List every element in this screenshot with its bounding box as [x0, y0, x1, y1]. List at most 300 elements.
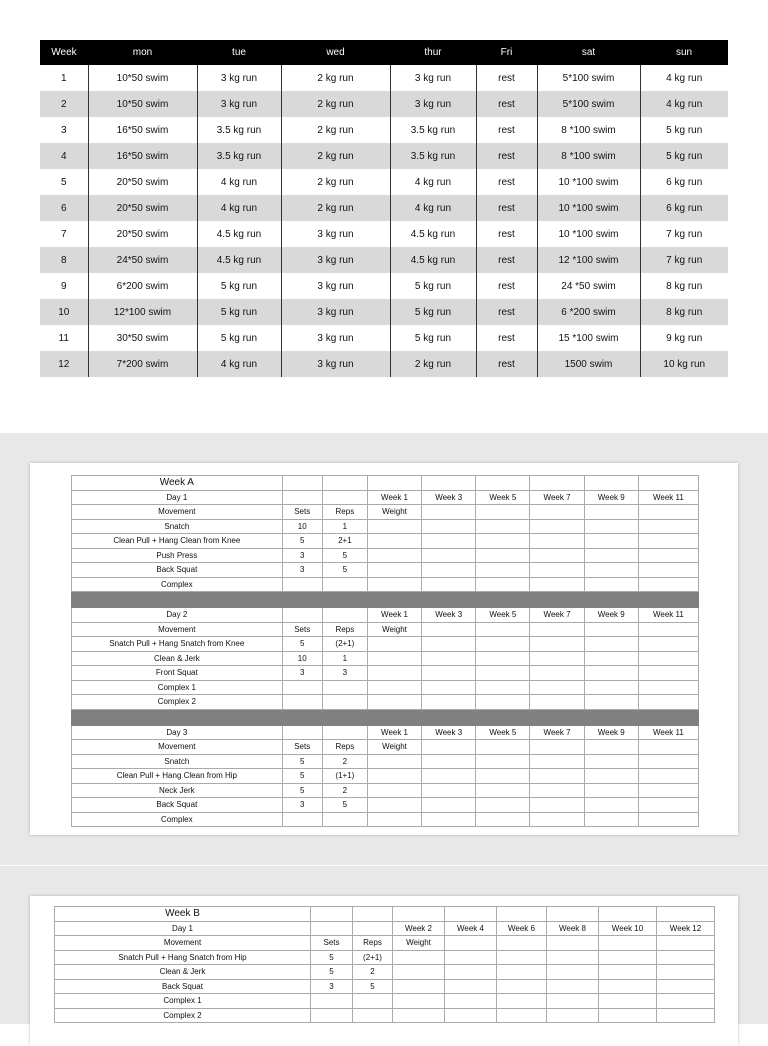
program-cell	[476, 798, 530, 813]
program-cell: Sets	[311, 936, 353, 951]
schedule-cell: 6*200 swim	[88, 273, 197, 299]
schedule-cell: 8	[40, 247, 88, 273]
program-cell	[638, 695, 698, 710]
program-cell	[530, 577, 584, 592]
program-cell	[584, 740, 638, 755]
separator-cell	[72, 709, 283, 725]
separator-cell	[322, 592, 367, 608]
program-cell	[422, 695, 476, 710]
program-cell: Week 5	[476, 725, 530, 740]
program-cell	[584, 680, 638, 695]
program-cell	[367, 637, 421, 652]
program-cell: 5	[311, 965, 353, 980]
program-cell: Clean Pull + Hang Clean from Knee	[72, 534, 283, 549]
schedule-cell: 3 kg run	[197, 91, 281, 117]
schedule-cell: rest	[476, 247, 537, 273]
program-cell	[530, 519, 584, 534]
week-a-page	[30, 463, 738, 835]
program-cell	[311, 1008, 353, 1023]
schedule-cell: rest	[476, 273, 537, 299]
program-cell: Week 11	[638, 490, 698, 505]
schedule-cell: rest	[476, 65, 537, 91]
schedule-cell: 24 *50 swim	[537, 273, 640, 299]
schedule-cell: 10 kg run	[640, 351, 728, 377]
program-row	[72, 740, 699, 755]
program-cell	[638, 666, 698, 681]
program-cell: Day 2	[72, 608, 283, 623]
schedule-cell: 8 kg run	[640, 299, 728, 325]
program-cell: Movement	[72, 740, 283, 755]
schedule-row	[40, 91, 728, 117]
schedule-cell: 20*50 swim	[88, 169, 197, 195]
program-cell	[547, 936, 599, 951]
program-cell	[584, 798, 638, 813]
program-cell	[393, 950, 445, 965]
program-cell: Day 3	[72, 725, 283, 740]
schedule-cell: 5 kg run	[640, 143, 728, 169]
program-cell	[584, 519, 638, 534]
schedule-cell: 6	[40, 195, 88, 221]
program-cell	[497, 936, 547, 951]
program-row	[72, 563, 699, 578]
schedule-cell: 2 kg run	[281, 143, 390, 169]
program-row	[72, 622, 699, 637]
program-cell	[638, 534, 698, 549]
week-a-title: Week A	[72, 476, 283, 491]
program-cell: Sets	[282, 622, 322, 637]
program-cell	[322, 608, 367, 623]
program-cell: 3	[282, 666, 322, 681]
schedule-cell: 10 *100 swim	[537, 195, 640, 221]
schedule-cell: 6 kg run	[640, 195, 728, 221]
program-cell: 3	[282, 563, 322, 578]
schedule-cell: 9	[40, 273, 88, 299]
schedule-table	[40, 40, 728, 377]
schedule-cell: rest	[476, 221, 537, 247]
schedule-cell: 3.5 kg run	[390, 143, 476, 169]
program-cell	[497, 1008, 547, 1023]
program-cell: Day 1	[72, 490, 283, 505]
program-row	[55, 936, 715, 951]
program-cell: Week 7	[530, 490, 584, 505]
schedule-cell: 12*100 swim	[88, 299, 197, 325]
schedule-cell: 2 kg run	[281, 65, 390, 91]
program-cell: Complex	[72, 812, 283, 827]
program-cell	[584, 695, 638, 710]
schedule-cell: 2 kg run	[281, 169, 390, 195]
program-cell: Movement	[72, 622, 283, 637]
separator-cell	[282, 709, 322, 725]
schedule-cell: 7	[40, 221, 88, 247]
schedule-header-cell: tue	[197, 40, 281, 65]
program-cell: Front Squat	[72, 666, 283, 681]
program-cell	[584, 622, 638, 637]
program-row	[72, 608, 699, 623]
program-cell: Reps	[322, 505, 367, 520]
program-cell	[638, 505, 698, 520]
schedule-cell: 2 kg run	[281, 195, 390, 221]
program-cell	[353, 921, 393, 936]
schedule-cell: 10*50 swim	[88, 65, 197, 91]
program-cell	[422, 754, 476, 769]
schedule-cell: 10 *100 swim	[537, 169, 640, 195]
program-cell	[353, 1008, 393, 1023]
program-row	[72, 798, 699, 813]
program-cell	[422, 519, 476, 534]
program-cell: Clean & Jerk	[72, 651, 283, 666]
schedule-cell: 4.5 kg run	[390, 247, 476, 273]
program-cell: Day 1	[55, 921, 311, 936]
program-cell: 5	[282, 783, 322, 798]
program-cell	[393, 979, 445, 994]
program-cell	[638, 622, 698, 637]
schedule-cell: 8 *100 swim	[537, 143, 640, 169]
program-row	[72, 548, 699, 563]
program-cell	[638, 519, 698, 534]
program-cell: 5	[322, 563, 367, 578]
program-cell: 3	[322, 666, 367, 681]
program-row	[55, 921, 715, 936]
schedule-cell: 4 kg run	[640, 91, 728, 117]
schedule-cell: rest	[476, 169, 537, 195]
program-cell	[530, 651, 584, 666]
program-cell	[584, 577, 638, 592]
program-cell	[599, 994, 657, 1009]
program-cell	[530, 740, 584, 755]
schedule-row	[40, 351, 728, 377]
program-cell	[584, 563, 638, 578]
program-cell: 5	[322, 798, 367, 813]
program-cell	[445, 965, 497, 980]
program-cell	[422, 680, 476, 695]
program-cell: Clean Pull + Hang Clean from Hip	[72, 769, 283, 784]
program-cell	[584, 783, 638, 798]
separator-cell	[422, 709, 476, 725]
separator-cell	[367, 592, 421, 608]
program-cell	[476, 769, 530, 784]
program-cell	[584, 666, 638, 681]
program-cell	[422, 505, 476, 520]
program-cell	[367, 519, 421, 534]
program-cell: 5	[282, 534, 322, 549]
schedule-cell: 5	[40, 169, 88, 195]
separator-cell	[367, 709, 421, 725]
program-cell	[599, 950, 657, 965]
program-cell	[367, 666, 421, 681]
program-cell	[282, 490, 322, 505]
schedule-row	[40, 65, 728, 91]
program-cell	[422, 812, 476, 827]
schedule-cell: 4 kg run	[390, 195, 476, 221]
schedule-cell: 3 kg run	[281, 325, 390, 351]
separator-cell	[638, 709, 698, 725]
schedule-cell: 1	[40, 65, 88, 91]
program-cell: Complex 2	[72, 695, 283, 710]
week-b-panel	[0, 866, 768, 1024]
program-cell: Weight	[367, 740, 421, 755]
program-cell: Snatch Pull + Hang Snatch from Hip	[55, 950, 311, 965]
program-row	[72, 577, 699, 592]
program-cell: Week 6	[497, 921, 547, 936]
program-cell	[530, 695, 584, 710]
schedule-cell: 8 kg run	[640, 273, 728, 299]
program-row	[72, 490, 699, 505]
program-cell	[476, 534, 530, 549]
program-cell: Complex 2	[55, 1008, 311, 1023]
program-cell	[445, 994, 497, 1009]
program-cell	[476, 519, 530, 534]
program-cell	[476, 548, 530, 563]
schedule-cell: 7 kg run	[640, 247, 728, 273]
schedule-cell: 5 kg run	[390, 325, 476, 351]
program-cell	[584, 548, 638, 563]
schedule-cell: 1500 swim	[537, 351, 640, 377]
program-cell	[476, 563, 530, 578]
program-cell	[476, 783, 530, 798]
program-cell	[422, 534, 476, 549]
program-cell: Week 12	[657, 921, 715, 936]
program-cell: 5	[311, 950, 353, 965]
program-row	[55, 994, 715, 1009]
program-cell	[530, 563, 584, 578]
program-row	[72, 769, 699, 784]
program-cell	[638, 548, 698, 563]
program-row	[72, 695, 699, 710]
schedule-cell: 5 kg run	[390, 273, 476, 299]
schedule-cell: 4.5 kg run	[197, 221, 281, 247]
program-row	[72, 783, 699, 798]
program-cell	[530, 769, 584, 784]
schedule-cell: 5*100 swim	[537, 91, 640, 117]
schedule-cell: 11	[40, 325, 88, 351]
schedule-row	[40, 195, 728, 221]
program-cell	[599, 979, 657, 994]
program-cell: Week 3	[422, 725, 476, 740]
program-cell: Complex 1	[55, 994, 311, 1009]
schedule-header-cell: mon	[88, 40, 197, 65]
program-cell: Week 5	[476, 608, 530, 623]
program-cell	[476, 577, 530, 592]
separator-cell	[422, 592, 476, 608]
program-cell: Snatch	[72, 519, 283, 534]
week-a-table	[71, 475, 699, 827]
program-cell	[282, 725, 322, 740]
program-cell	[422, 769, 476, 784]
program-cell	[367, 812, 421, 827]
program-cell: 5	[322, 548, 367, 563]
program-cell	[638, 680, 698, 695]
program-row	[72, 725, 699, 740]
program-cell	[657, 1008, 715, 1023]
program-cell: Complex 1	[72, 680, 283, 695]
schedule-cell: 3 kg run	[281, 221, 390, 247]
program-cell: (2+1)	[322, 637, 367, 652]
program-cell	[476, 666, 530, 681]
program-cell	[638, 798, 698, 813]
program-cell	[367, 798, 421, 813]
program-cell	[422, 651, 476, 666]
schedule-cell: 30*50 swim	[88, 325, 197, 351]
program-row	[72, 534, 699, 549]
separator-cell	[72, 592, 283, 608]
week-b-table	[54, 906, 715, 1023]
program-cell	[657, 965, 715, 980]
program-cell: Push Press	[72, 548, 283, 563]
schedule-cell: rest	[476, 351, 537, 377]
program-cell: 1	[322, 519, 367, 534]
schedule-row	[40, 325, 728, 351]
program-cell	[476, 754, 530, 769]
schedule-cell: 3.5 kg run	[197, 117, 281, 143]
program-cell	[530, 666, 584, 681]
program-cell: 5	[353, 979, 393, 994]
program-cell	[547, 950, 599, 965]
program-cell	[322, 695, 367, 710]
schedule-cell: 20*50 swim	[88, 195, 197, 221]
program-cell	[282, 680, 322, 695]
schedule-cell: 15 *100 swim	[537, 325, 640, 351]
schedule-cell: 12 *100 swim	[537, 247, 640, 273]
program-cell: 10	[282, 519, 322, 534]
separator-cell	[584, 592, 638, 608]
program-cell	[638, 563, 698, 578]
schedule-cell: 20*50 swim	[88, 221, 197, 247]
program-cell: Movement	[72, 505, 283, 520]
schedule-cell: 5*100 swim	[537, 65, 640, 91]
program-cell: Week 11	[638, 725, 698, 740]
schedule-row	[40, 221, 728, 247]
program-cell	[422, 740, 476, 755]
schedule-cell: 4 kg run	[197, 195, 281, 221]
schedule-cell: 3 kg run	[390, 65, 476, 91]
schedule-cell: 3 kg run	[197, 65, 281, 91]
program-cell: Week 3	[422, 608, 476, 623]
program-cell	[393, 965, 445, 980]
program-cell	[657, 994, 715, 1009]
program-cell: Week 2	[393, 921, 445, 936]
program-cell	[584, 651, 638, 666]
program-cell	[445, 1008, 497, 1023]
program-cell	[530, 505, 584, 520]
schedule-cell: 6 *200 swim	[537, 299, 640, 325]
program-cell	[530, 798, 584, 813]
program-cell	[422, 577, 476, 592]
schedule-cell: 3 kg run	[281, 247, 390, 273]
schedule-cell: 9 kg run	[640, 325, 728, 351]
schedule-cell: 4 kg run	[197, 351, 281, 377]
program-cell: Week 9	[584, 725, 638, 740]
program-cell: Week 9	[584, 490, 638, 505]
weekly-schedule	[40, 40, 728, 377]
program-cell	[367, 783, 421, 798]
schedule-cell: 2 kg run	[390, 351, 476, 377]
program-cell: 2	[322, 754, 367, 769]
program-cell	[476, 505, 530, 520]
program-row	[72, 519, 699, 534]
program-cell	[322, 812, 367, 827]
program-cell	[638, 812, 698, 827]
program-row	[55, 965, 715, 980]
schedule-cell: 16*50 swim	[88, 117, 197, 143]
program-cell	[530, 534, 584, 549]
program-cell: Back Squat	[72, 563, 283, 578]
schedule-cell: 7 kg run	[640, 221, 728, 247]
program-cell	[311, 994, 353, 1009]
program-cell	[422, 783, 476, 798]
program-cell: Week 10	[599, 921, 657, 936]
schedule-cell: rest	[476, 325, 537, 351]
program-cell	[638, 769, 698, 784]
program-cell: 5	[282, 754, 322, 769]
program-cell	[584, 534, 638, 549]
program-cell	[599, 965, 657, 980]
schedule-cell: 2	[40, 91, 88, 117]
program-cell	[476, 812, 530, 827]
week-a-title-row	[72, 476, 699, 491]
program-cell	[547, 979, 599, 994]
program-row	[72, 754, 699, 769]
program-cell: 3	[282, 548, 322, 563]
program-cell	[476, 637, 530, 652]
program-cell	[422, 622, 476, 637]
schedule-cell: 3 kg run	[281, 299, 390, 325]
program-cell	[547, 994, 599, 1009]
schedule-cell: rest	[476, 143, 537, 169]
program-cell	[476, 622, 530, 637]
program-cell	[599, 936, 657, 951]
program-cell	[322, 490, 367, 505]
program-row	[55, 1008, 715, 1023]
program-cell	[497, 979, 547, 994]
separator-cell	[476, 592, 530, 608]
schedule-cell: 4 kg run	[390, 169, 476, 195]
program-cell	[497, 994, 547, 1009]
program-cell	[657, 936, 715, 951]
program-cell: Week 1	[367, 490, 421, 505]
program-cell	[547, 965, 599, 980]
schedule-cell: 5 kg run	[197, 273, 281, 299]
day-separator	[72, 592, 699, 608]
program-cell	[497, 950, 547, 965]
program-cell: Week 9	[584, 608, 638, 623]
separator-cell	[476, 709, 530, 725]
program-cell	[367, 651, 421, 666]
program-cell: Reps	[353, 936, 393, 951]
schedule-cell: 5 kg run	[390, 299, 476, 325]
program-row	[72, 505, 699, 520]
schedule-cell: 5 kg run	[197, 299, 281, 325]
program-cell	[530, 680, 584, 695]
program-cell	[530, 754, 584, 769]
schedule-cell: 2 kg run	[281, 117, 390, 143]
schedule-cell: 3 kg run	[281, 273, 390, 299]
program-cell	[367, 534, 421, 549]
program-cell	[657, 950, 715, 965]
schedule-header-cell: thur	[390, 40, 476, 65]
schedule-cell: 5 kg run	[640, 117, 728, 143]
program-cell	[367, 577, 421, 592]
schedule-cell: 3 kg run	[390, 91, 476, 117]
week-a-panel	[0, 433, 768, 865]
program-row	[55, 979, 715, 994]
program-cell: Week 3	[422, 490, 476, 505]
program-cell	[422, 798, 476, 813]
program-cell	[584, 637, 638, 652]
program-cell: Reps	[322, 622, 367, 637]
program-cell: Week 1	[367, 608, 421, 623]
program-cell: 2+1	[322, 534, 367, 549]
program-cell: 2	[353, 965, 393, 980]
